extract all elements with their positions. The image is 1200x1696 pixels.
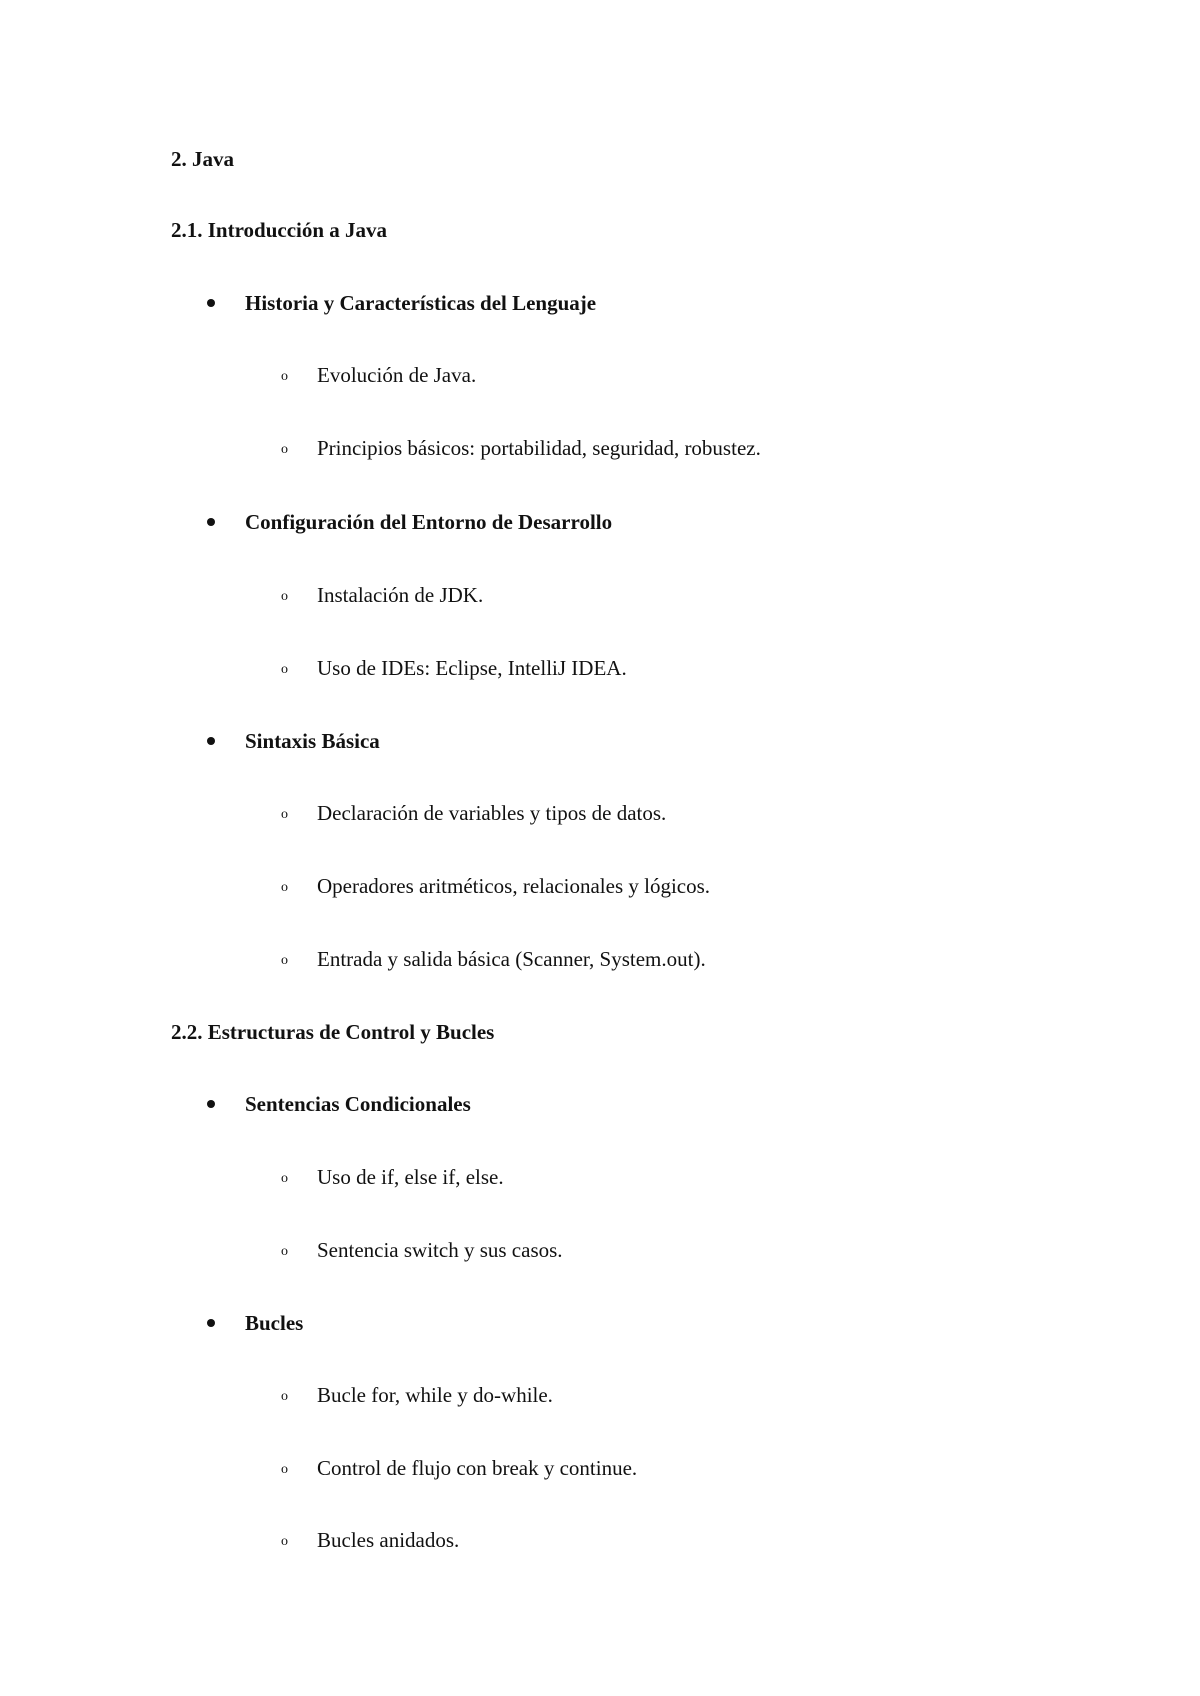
list-item: Sentencia switch y sus casos. xyxy=(317,1238,563,1262)
topic-title: Sintaxis Básica xyxy=(245,729,380,753)
topic-title: Bucles xyxy=(245,1311,304,1335)
topic-title: Sentencias Condicionales xyxy=(245,1092,471,1116)
bullet-icon xyxy=(207,737,215,745)
list-item: Declaración de variables y tipos de datos. xyxy=(317,801,667,825)
sub-bullet-icon: o xyxy=(281,589,288,604)
list-item: Principios básicos: portabilidad, seguridad, robustez. xyxy=(317,436,761,460)
sub-bullet-icon: o xyxy=(281,1534,288,1549)
bullet-icon xyxy=(207,1100,215,1108)
sub-bullet-icon: o xyxy=(281,442,288,457)
sub-bullet-icon: o xyxy=(281,1389,288,1404)
sub-bullet-icon: o xyxy=(281,880,288,895)
sub-bullet-icon: o xyxy=(281,807,288,822)
bullet-icon xyxy=(207,1319,215,1327)
section-title-2-2: 2.2. Estructuras de Control y Bucles xyxy=(171,1020,495,1044)
section-title-2-1: 2.1. Introducción a Java xyxy=(171,218,388,242)
topic-title: Historia y Características del Lenguaje xyxy=(245,291,597,315)
list-item: Bucles anidados. xyxy=(317,1528,460,1552)
list-item: Instalación de JDK. xyxy=(317,583,484,607)
sub-bullet-icon: o xyxy=(281,1462,288,1477)
list-item: Operadores aritméticos, relacionales y lógicos. xyxy=(317,874,711,898)
list-item: Evolución de Java. xyxy=(317,363,477,387)
list-item: Uso de IDEs: Eclipse, IntelliJ IDEA. xyxy=(317,656,627,680)
bullet-icon xyxy=(207,299,215,307)
bullet-icon xyxy=(207,518,215,526)
sub-bullet-icon: o xyxy=(281,953,288,968)
sub-bullet-icon: o xyxy=(281,369,288,384)
list-item: Uso de if, else if, else. xyxy=(317,1165,504,1189)
list-item: Control de flujo con break y continue. xyxy=(317,1456,638,1480)
list-item: Entrada y salida básica (Scanner, System.out). xyxy=(317,947,706,971)
document-heading: 2. Java xyxy=(171,147,234,171)
topic-title: Configuración del Entorno de Desarrollo xyxy=(245,510,613,534)
sub-bullet-icon: o xyxy=(281,1171,288,1186)
sub-bullet-icon: o xyxy=(281,1244,288,1259)
sub-bullet-icon: o xyxy=(281,662,288,677)
list-item: Bucle for, while y do-while. xyxy=(317,1383,553,1407)
